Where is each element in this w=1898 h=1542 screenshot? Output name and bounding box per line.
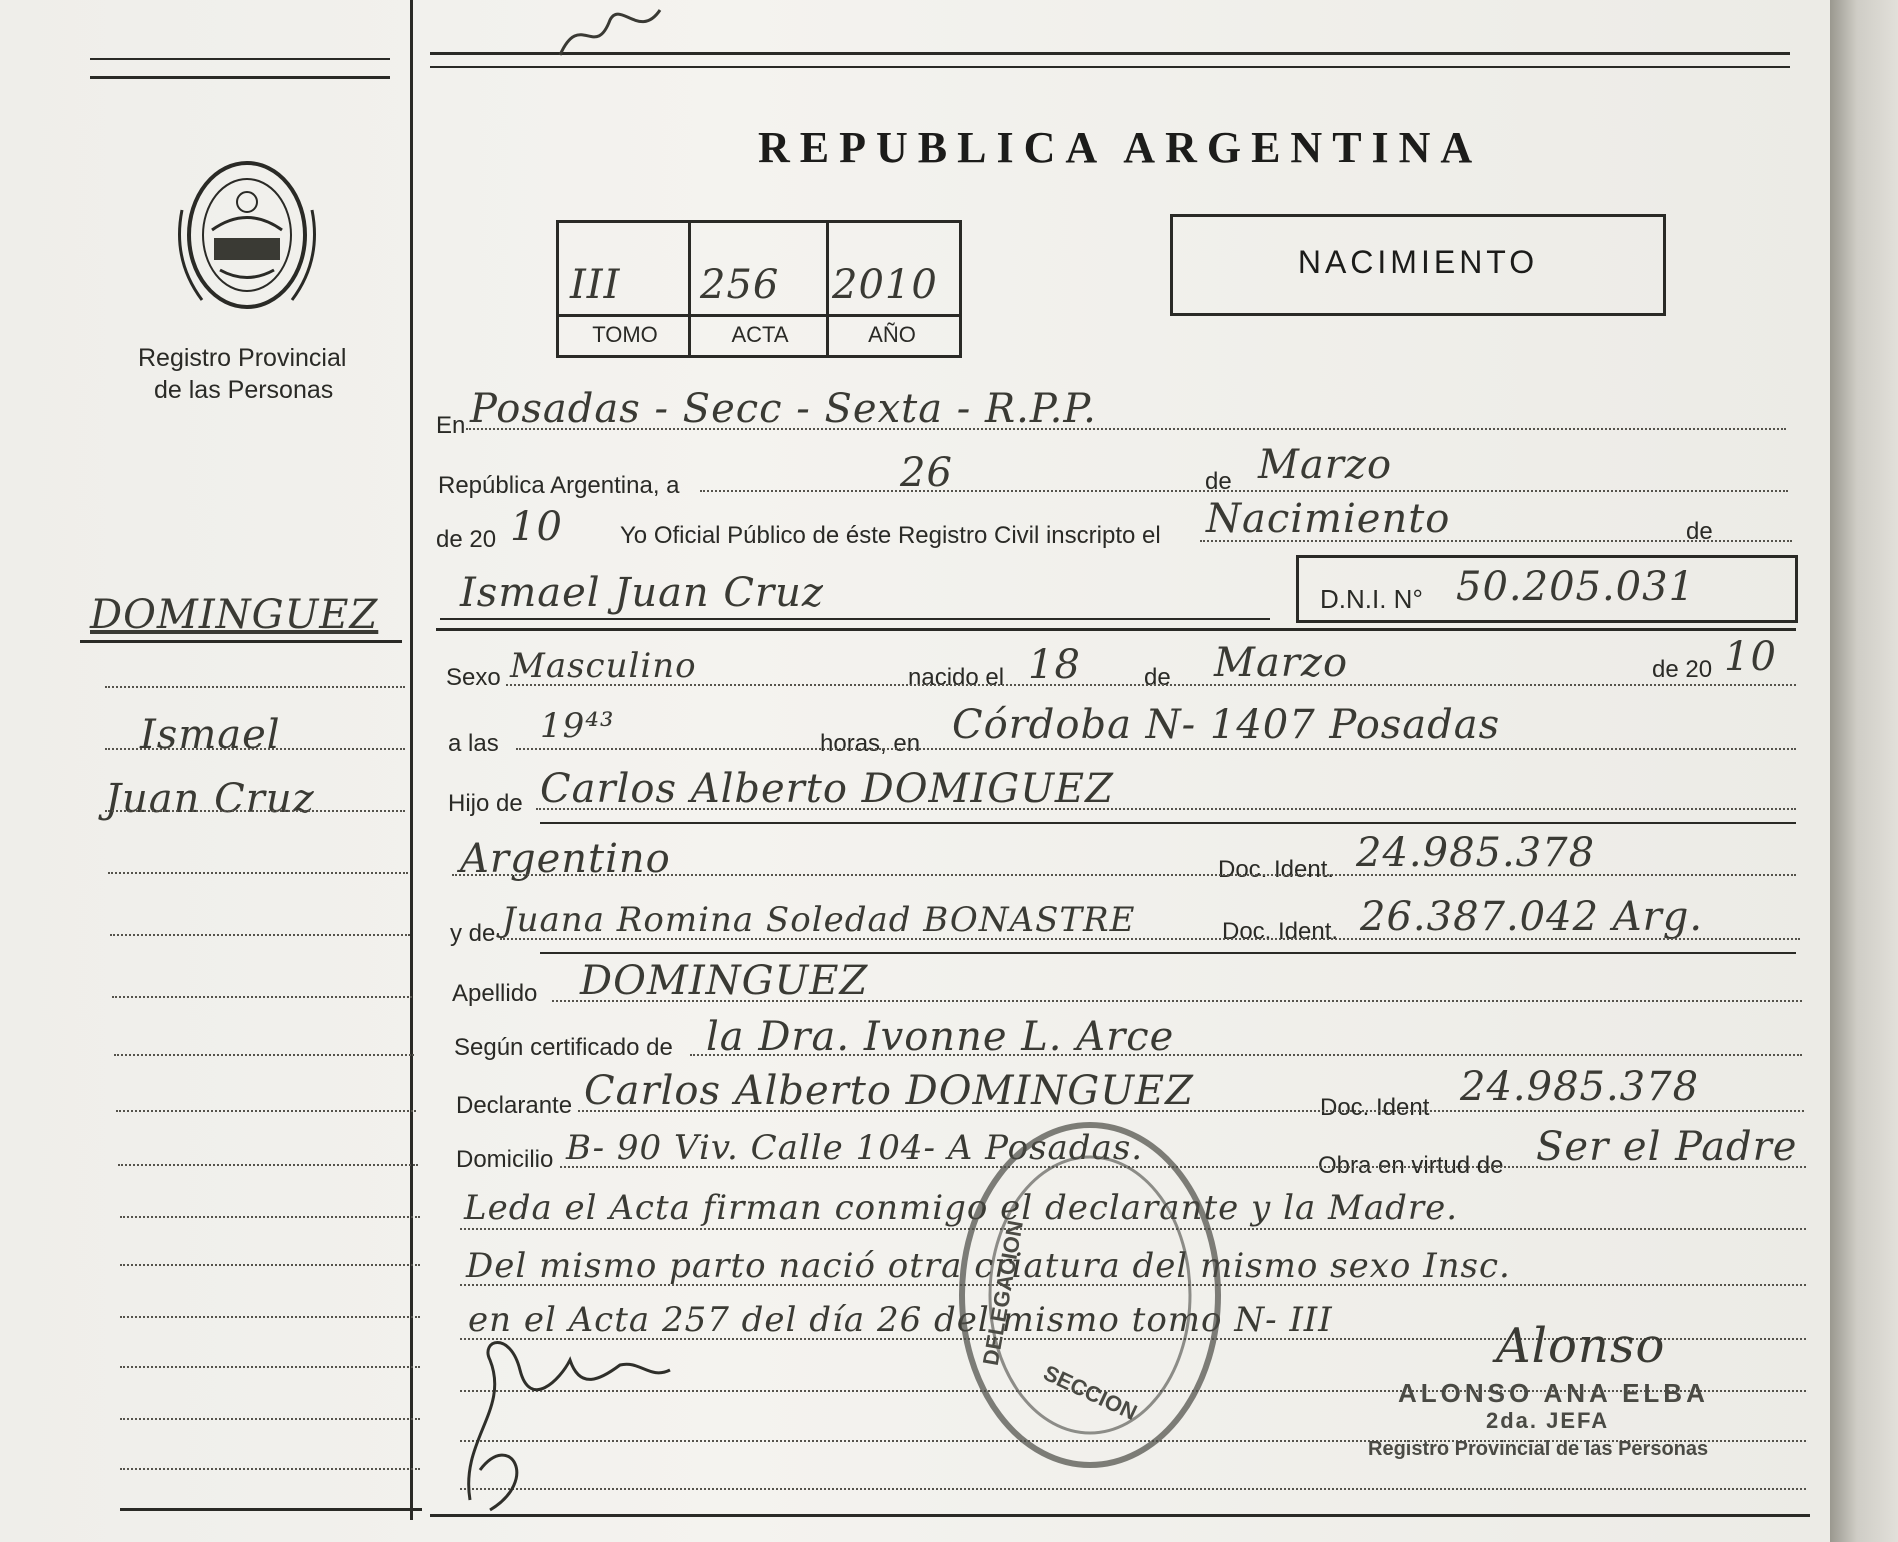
birth-day: 18: [1028, 642, 1081, 688]
stamp-text-seccion: SECCION: [1039, 1360, 1142, 1426]
line-hora: [516, 748, 1796, 750]
line-en: [466, 428, 1786, 430]
doc3-value: 24.985.378: [1460, 1064, 1700, 1110]
official-organization: Registro Provincial de las Personas: [1368, 1438, 1709, 1460]
de20-label: de 20: [436, 526, 497, 553]
birth-year: 10: [1724, 634, 1777, 680]
de-end-label: de: [1686, 518, 1713, 545]
margin-surname: DOMINGUEZ: [90, 592, 379, 638]
official-role: 2da. JEFA: [1486, 1408, 1610, 1433]
doc2-value: 26.387.042 Arg.: [1360, 894, 1704, 940]
de2020-label: de 20: [1652, 656, 1713, 683]
official-signature: Alonso: [1496, 1318, 1666, 1374]
official-name: ALONSO ANA ELBA: [1398, 1378, 1709, 1408]
registry-name-line1: Registro Provincial: [138, 344, 347, 372]
sexo-value: Masculino: [510, 646, 697, 686]
margin-rule: [80, 640, 402, 643]
margin-line: [112, 996, 412, 998]
line-madre: [500, 938, 1800, 940]
margin-name2: Juan Cruz: [105, 776, 315, 822]
margin-line: [116, 1110, 416, 1112]
declarant-signature-icon: [450, 1320, 690, 1520]
dni-label: D.N.I. N°: [1320, 584, 1423, 614]
de-label: de: [1205, 468, 1232, 495]
line-segun: [690, 1054, 1802, 1056]
line-madre-2: [540, 952, 1796, 954]
page-edge-shadow: [1830, 0, 1898, 1542]
anio-value: 2010: [832, 262, 938, 308]
line-sexo: [506, 684, 1796, 686]
margin-line: [120, 1418, 420, 1420]
segun-value: la Dra. Ivonne L. Arce: [706, 1014, 1175, 1060]
margin-line: [110, 934, 410, 936]
domicilio-value: B- 90 Viv. Calle 104- A Posadas.: [566, 1128, 1144, 1168]
yde-label: y de: [450, 920, 496, 947]
segun-label: Según certificado de: [454, 1034, 673, 1061]
obra-value: Ser el Padre: [1536, 1124, 1798, 1170]
margin-line: [120, 1316, 420, 1318]
column-divider: [410, 0, 413, 1520]
line-declarante: [578, 1110, 1804, 1112]
oficial-label: Yo Oficial Público de éste Registro Civil inscripto el: [620, 522, 1161, 549]
place-value: Córdoba N- 1407 Posadas: [952, 702, 1501, 748]
margin-line: [105, 810, 405, 812]
de2-label: de: [1144, 664, 1171, 691]
doc1-value: 24.985.378: [1356, 830, 1596, 876]
section-rule: [436, 628, 1796, 631]
tomo-value: III: [570, 262, 621, 308]
sexo-label: Sexo: [446, 664, 501, 691]
line-child: [440, 618, 1270, 620]
acta-label: ACTA: [731, 322, 789, 347]
doc2-label: Doc. Ident.: [1222, 918, 1339, 945]
en-value: Posadas - Secc - Sexta - R.P.P.: [470, 386, 1097, 432]
margin-line: [120, 1366, 420, 1368]
doc1-label: Doc. Ident.: [1218, 856, 1335, 883]
note-line-3: en el Acta 257 del día 26 del mismo tomo N- III: [468, 1300, 1333, 1340]
stamp-text-delegacion: DELEGACION: [977, 1218, 1028, 1368]
declarante-label: Declarante: [456, 1092, 573, 1119]
line-inscripto: [1200, 540, 1792, 542]
margin-line: [120, 1216, 420, 1218]
page-title: REPUBLICA ARGENTINA: [758, 123, 1483, 172]
apellido-value: DOMINGUEZ: [580, 958, 869, 1004]
provincial-emblem-icon: [172, 150, 322, 320]
note-line-1: Leda el Acta firman conmigo el declarante y la Madre.: [464, 1188, 1459, 1228]
tomo-label: TOMO: [592, 322, 658, 347]
apellido-label: Apellido: [452, 980, 538, 1007]
margin-line: [120, 1468, 420, 1470]
birth-month: Marzo: [1214, 640, 1349, 686]
child-name: Ismael Juan Cruz: [460, 570, 824, 616]
nacido-label: nacido el: [908, 664, 1005, 691]
mother-name: Juana Romina Soledad BONASTRE: [502, 900, 1136, 940]
line-padre-2: [540, 822, 1796, 824]
margin-line: [118, 1164, 418, 1166]
month-value: Marzo: [1258, 442, 1393, 488]
margin-line: [114, 1054, 414, 1056]
inscripto-value: Nacimiento: [1206, 496, 1451, 542]
dni-value: 50.205.031: [1456, 564, 1696, 610]
registry-name-line2: de las Personas: [154, 376, 334, 404]
margin-name1: Ismael: [140, 712, 281, 758]
line-padre: [536, 808, 1796, 810]
anio-label: AÑO: [868, 322, 916, 347]
father-nationality: Argentino: [460, 836, 671, 882]
hour-value: 19⁴³: [540, 706, 615, 746]
republica-label: República Argentina, a: [438, 472, 680, 499]
margin-line: [120, 1264, 420, 1266]
en-label: En: [436, 412, 466, 439]
domicilio-label: Domicilio: [456, 1146, 554, 1173]
declarante-value: Carlos Alberto DOMINGUEZ: [584, 1068, 1194, 1114]
top-left-rule: [90, 58, 390, 60]
margin-line: [105, 748, 405, 750]
horas-label: horas, en: [820, 730, 921, 757]
margin-line: [108, 872, 408, 874]
obra-label: Obra en virtud de: [1318, 1152, 1504, 1179]
year-value: 10: [510, 504, 563, 550]
record-type: NACIMIENTO: [1297, 244, 1539, 280]
alas-label: a las: [448, 730, 499, 757]
table-label-rule: [556, 314, 959, 317]
line-doc1: [452, 874, 1796, 876]
day-value: 26: [900, 450, 953, 496]
line-fecha: [700, 490, 1788, 492]
line-apellido: [552, 1000, 1802, 1002]
acta-value: 256: [700, 262, 780, 308]
margin-bottom-rule: [120, 1508, 422, 1511]
doc3-label: Doc. Ident: [1320, 1094, 1430, 1121]
top-signature-icon: [550, 0, 680, 70]
note-line-2: Del mismo parto nació otra criatura del mismo sexo Insc.: [466, 1246, 1511, 1286]
hijo-label: Hijo de: [448, 790, 523, 817]
father-name: Carlos Alberto DOMIGUEZ: [540, 766, 1114, 812]
top-left-rule-2: [90, 76, 390, 79]
margin-line: [105, 686, 405, 688]
